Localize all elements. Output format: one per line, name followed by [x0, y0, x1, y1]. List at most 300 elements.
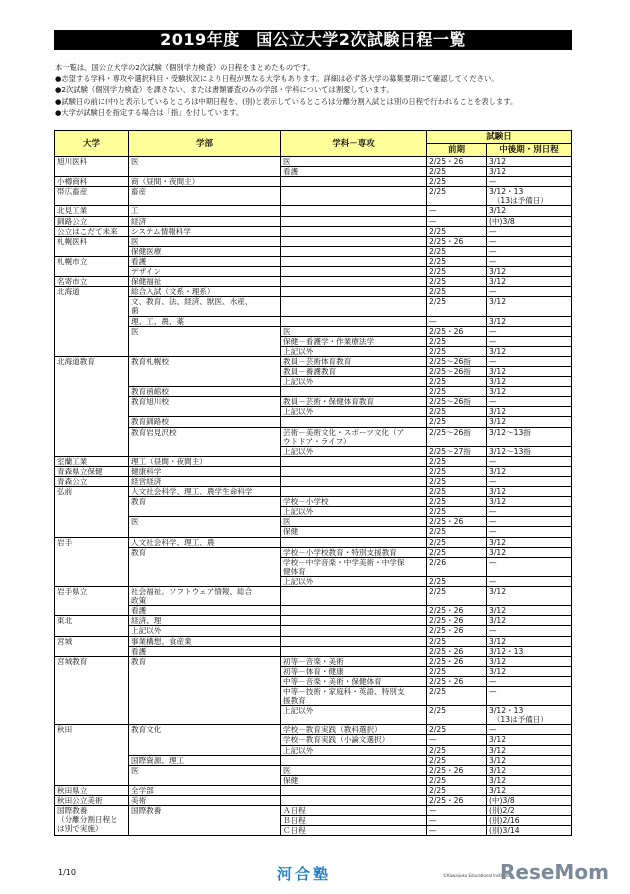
note-line: ●大学が試験日を指定する場合は「指」を付しています。	[55, 107, 244, 117]
zenki-date-cell: —	[427, 816, 487, 826]
kouki-date-cell: 3/12	[487, 587, 572, 606]
faculty-cell: 教育	[129, 547, 281, 586]
zenki-date-cell: 2/25	[427, 527, 487, 537]
zenki-date-cell: 2/25	[427, 187, 487, 206]
department-cell	[281, 456, 427, 466]
kouki-date-cell: 3/12～13指	[487, 427, 572, 446]
department-cell: 上記以外	[281, 507, 427, 517]
faculty-cell: 理、工、農、薬	[129, 316, 281, 326]
zenki-date-cell: 2/25	[427, 256, 487, 266]
zenki-date-cell: 2/25～26指	[427, 356, 487, 366]
note-line: 本一覧は、国公立大学の2次試験（個別学力検査）の日程をまとめたものです。	[55, 63, 315, 72]
department-cell: 上記以外	[281, 407, 427, 417]
header-zenki: 前期	[427, 144, 487, 157]
kouki-date-cell: —	[487, 336, 572, 346]
kouki-date-cell: 3/12	[487, 277, 572, 287]
faculty-cell: 看護	[129, 256, 281, 266]
table-row	[55, 477, 572, 487]
zenki-date-cell: 2/25	[427, 587, 487, 606]
header-kouki: 中後期・別日程	[487, 144, 572, 157]
kouki-date-cell: 3/12	[487, 366, 572, 376]
department-cell: 看護	[281, 167, 427, 177]
kouki-date-cell: 3/12	[487, 735, 572, 745]
zenki-date-cell: 2/25	[427, 576, 487, 586]
department-cell: 保健	[281, 775, 427, 785]
zenki-date-cell: 2/25	[427, 226, 487, 236]
kouki-date-cell: 3/12	[487, 547, 572, 557]
kouki-date-cell: —	[487, 725, 572, 735]
faculty-cell: 医	[129, 765, 281, 785]
note-line: ●試験日の前に(中)と表示しているところは中期日程を、(別)と表示しているところは分離分割入試とは別の日程で行われることを表します。	[55, 96, 518, 106]
faculty-cell: 経済、理	[129, 616, 281, 626]
department-cell	[281, 636, 427, 646]
university-cell: 弘前	[55, 487, 129, 537]
department-cell: Ｂ日程	[281, 816, 427, 826]
kouki-date-cell: —	[487, 397, 572, 407]
table-row	[55, 326, 572, 336]
zenki-date-cell: 2/25	[427, 547, 487, 557]
zenki-date-cell: 2/25～26指	[427, 427, 487, 446]
kouki-date-cell: 3/12	[487, 765, 572, 775]
zenki-date-cell: 2/25・26	[427, 765, 487, 775]
zenki-date-cell: 2/25	[427, 666, 487, 676]
table-row	[55, 466, 572, 476]
department-cell	[281, 587, 427, 606]
zenki-date-cell: 2/25	[427, 686, 487, 705]
zenki-date-cell: 2/25	[427, 297, 487, 316]
zenki-date-cell: 2/25	[427, 177, 487, 187]
page-title: 2019年度 国公立大学2次試験日程一覧	[54, 30, 572, 50]
faculty-cell: 教育旭川校	[129, 397, 281, 417]
zenki-date-cell: 2/25	[427, 417, 487, 427]
department-cell: 学校－小学校教育・特別支援教育	[281, 547, 427, 557]
table-row	[55, 316, 572, 326]
zenki-date-cell: 2/25	[427, 706, 487, 725]
department-cell: 上記以外	[281, 377, 427, 387]
faculty-cell: デザイン	[129, 267, 281, 277]
kouki-date-cell: —	[487, 557, 572, 576]
kouki-date-cell: (中)3/8	[487, 216, 572, 226]
university-cell: 帯広畜産	[55, 187, 129, 206]
department-cell: 中等－音楽・美術・保健体育	[281, 676, 427, 686]
faculty-cell: 社会福祉、ソフトウェア情報、総合 政策	[129, 587, 281, 606]
kouki-date-cell: 3/12	[487, 497, 572, 507]
table-row	[55, 287, 572, 297]
kouki-date-cell: 3/12	[487, 775, 572, 785]
faculty-cell: 教育岩見沢校	[129, 427, 281, 456]
table-row	[55, 517, 572, 527]
university-cell: 青森県立保健	[55, 466, 129, 476]
kouki-date-cell: —	[487, 246, 572, 256]
faculty-cell: 総合入試（文系・理系）	[129, 287, 281, 297]
kouki-date-cell: 3/12～13指	[487, 446, 572, 456]
table-row	[55, 806, 572, 816]
kouki-date-cell: —	[487, 507, 572, 517]
kouki-date-cell: 3/12	[487, 537, 572, 547]
department-cell: Ａ日程	[281, 806, 427, 816]
kawaijuku-logo: 河合塾	[277, 865, 332, 883]
kouki-date-cell: 3/12	[487, 206, 572, 216]
university-cell: 札幌市立	[55, 256, 129, 276]
department-cell	[281, 755, 427, 765]
department-cell	[281, 316, 427, 326]
kouki-date-cell: 3/12	[487, 407, 572, 417]
table-row	[55, 417, 572, 427]
zenki-date-cell: 2/25・26	[427, 626, 487, 636]
table-row	[55, 725, 572, 735]
faculty-cell: システム情報科学	[129, 226, 281, 236]
zenki-date-cell: 2/25・26	[427, 646, 487, 656]
faculty-cell: 工	[129, 206, 281, 216]
table-row	[55, 387, 572, 397]
department-cell	[281, 417, 427, 427]
kouki-date-cell: —	[487, 686, 572, 705]
university-cell: 釧路公立	[55, 216, 129, 226]
table-row	[55, 206, 572, 216]
department-cell	[281, 206, 427, 216]
kouki-date-cell: 3/12	[487, 745, 572, 755]
zenki-date-cell: 2/25～27指	[427, 446, 487, 456]
kouki-date-cell: —	[487, 576, 572, 586]
zenki-date-cell: 2/25	[427, 497, 487, 507]
zenki-date-cell: 2/25	[427, 456, 487, 466]
department-cell: 保健	[281, 527, 427, 537]
department-cell: 学校－小学校	[281, 497, 427, 507]
copyright: ©Kawaijuku Educational Institution	[443, 873, 514, 878]
faculty-cell: 全学部	[129, 785, 281, 795]
kouki-date-cell: —	[487, 256, 572, 266]
university-cell: 室蘭工業	[55, 456, 129, 466]
department-cell: 中等－技術・家庭科・英語、特別支 援教育	[281, 686, 427, 705]
table-row	[55, 256, 572, 266]
department-cell	[281, 226, 427, 236]
kouki-date-cell: 3/12	[487, 157, 572, 167]
kouki-date-cell: —	[487, 676, 572, 686]
kouki-date-cell: —	[487, 356, 572, 366]
kouki-date-cell: (別)2/16	[487, 816, 572, 826]
department-cell: 医	[281, 157, 427, 167]
zenki-date-cell: 2/25	[427, 336, 487, 346]
table-row	[55, 246, 572, 256]
department-cell: 保健－看護学・作業療法学	[281, 336, 427, 346]
zenki-date-cell: 2/25	[427, 466, 487, 476]
note-line: ●2次試験（個別学力検査）を課さない、または書類審査のみの学部・学科については割愛しています。	[55, 85, 394, 95]
zenki-date-cell: 2/25	[427, 407, 487, 417]
kouki-date-cell: 3/12	[487, 346, 572, 356]
department-cell	[281, 297, 427, 316]
kouki-date-cell: —	[487, 477, 572, 487]
kouki-date-cell: —	[487, 626, 572, 636]
faculty-cell: 医	[129, 236, 281, 246]
kouki-date-cell: (別)2/2	[487, 806, 572, 816]
zenki-date-cell: 2/25	[427, 477, 487, 487]
faculty-cell: 保健医療	[129, 246, 281, 256]
department-cell: 学校－教育実践（小論文選択）	[281, 735, 427, 745]
faculty-cell: 経営経済	[129, 477, 281, 487]
kouki-date-cell: 3/12	[487, 636, 572, 646]
department-cell	[281, 277, 427, 287]
department-cell: Ｃ日程	[281, 826, 427, 836]
note-line: ●志望する学科・専攻や選択科目・受験状況により日程が異なる大学もあります。詳細は必ず各大学の募集要項にて確認してください。	[55, 74, 499, 84]
faculty-cell: 人文社会科学、理工、農学生命科学	[129, 487, 281, 497]
faculty-cell: 国際資源、理工	[129, 755, 281, 765]
table-row	[55, 236, 572, 246]
kouki-date-cell: —	[487, 177, 572, 187]
university-cell: 北見工業	[55, 206, 129, 216]
table-row	[55, 646, 572, 656]
department-cell: 初等－音楽・美術	[281, 656, 427, 666]
faculty-cell: 美術	[129, 796, 281, 806]
department-cell: 初等－体育・健康	[281, 666, 427, 676]
table-row	[55, 427, 572, 446]
kouki-date-cell: 3/12	[487, 616, 572, 626]
department-cell: 学校－中学音楽・中学美術・中学保 健体育	[281, 557, 427, 576]
zenki-date-cell: —	[427, 206, 487, 216]
department-cell	[281, 606, 427, 616]
table-row	[55, 216, 572, 226]
header-faculty: 学部	[129, 131, 281, 157]
faculty-cell: 教育札幌校	[129, 356, 281, 386]
zenki-date-cell: 2/25	[427, 277, 487, 287]
schedule-body	[55, 157, 572, 836]
zenki-date-cell: 2/25	[427, 487, 487, 497]
department-cell	[281, 187, 427, 206]
faculty-cell: 教育釧路校	[129, 417, 281, 427]
zenki-date-cell: 2/25	[427, 377, 487, 387]
zenki-date-cell: 2/25・26	[427, 676, 487, 686]
department-cell	[281, 796, 427, 806]
kouki-date-cell: 3/12	[487, 666, 572, 676]
zenki-date-cell: 2/25・26	[427, 796, 487, 806]
department-cell	[281, 785, 427, 795]
faculty-cell: 事業構想、食産業	[129, 636, 281, 646]
kouki-date-cell: —	[487, 236, 572, 246]
faculty-cell: 看護	[129, 646, 281, 656]
department-cell	[281, 246, 427, 256]
kouki-date-cell: 3/12	[487, 755, 572, 765]
zenki-date-cell: 2/25	[427, 346, 487, 356]
kouki-date-cell: 3/12	[487, 487, 572, 497]
kouki-date-cell: —	[487, 517, 572, 527]
zenki-date-cell: 2/25・26	[427, 616, 487, 626]
zenki-date-cell: 2/25	[427, 167, 487, 177]
department-cell	[281, 626, 427, 636]
kouki-date-cell: 3/12	[487, 167, 572, 177]
university-cell: 東北	[55, 616, 129, 636]
table-row	[55, 187, 572, 206]
faculty-cell: 医	[129, 517, 281, 537]
department-cell: 芸術－美術文化・スポーツ文化（ア ウトドア・ライフ）	[281, 427, 427, 446]
department-cell: 教員－養護教育	[281, 366, 427, 376]
kouki-date-cell: 3/12	[487, 387, 572, 397]
department-cell: 上記以外	[281, 745, 427, 755]
resemom-logo: ReseMom	[500, 860, 609, 884]
zenki-date-cell: 2/25	[427, 745, 487, 755]
kouki-date-cell: —	[487, 226, 572, 236]
faculty-cell: 商（昼間・夜間主）	[129, 177, 281, 187]
department-cell	[281, 616, 427, 626]
department-cell	[281, 236, 427, 246]
zenki-date-cell: —	[427, 735, 487, 745]
university-cell: 秋田	[55, 725, 129, 786]
table-row	[55, 796, 572, 806]
table-row	[55, 616, 572, 626]
table-row	[55, 226, 572, 236]
kouki-date-cell: 3/12	[487, 606, 572, 616]
kouki-date-cell: —	[487, 326, 572, 336]
faculty-cell: 教育	[129, 656, 281, 725]
faculty-cell: 教育函館校	[129, 387, 281, 397]
zenki-date-cell: 2/25	[427, 537, 487, 547]
kouki-date-cell: (別)3/14	[487, 826, 572, 836]
table-row	[55, 157, 572, 167]
kouki-date-cell: 3/12・13	[487, 646, 572, 656]
faculty-cell: 理工（昼間・夜間主）	[129, 456, 281, 466]
table-row	[55, 487, 572, 497]
kouki-date-cell: 3/12	[487, 377, 572, 387]
header-department: 学科－専攻	[281, 131, 427, 157]
department-cell: 学校－教育実践（教科選択）	[281, 725, 427, 735]
faculty-cell: 文、教育、法、経済、獣医、水産、 歯	[129, 297, 281, 316]
university-cell: 名寄市立	[55, 277, 129, 287]
department-cell: 上記以外	[281, 346, 427, 356]
university-cell: 北海道	[55, 287, 129, 357]
table-row	[55, 587, 572, 606]
table-row	[55, 497, 572, 507]
university-cell: 公立はこだて未来	[55, 226, 129, 236]
university-cell: 宮城	[55, 636, 129, 656]
page-number: 1/10	[58, 868, 76, 877]
department-cell: 医	[281, 517, 427, 527]
zenki-date-cell: 2/25	[427, 775, 487, 785]
table-row	[55, 626, 572, 636]
faculty-cell: 経済	[129, 216, 281, 226]
kouki-date-cell: —	[487, 287, 572, 297]
department-cell	[281, 646, 427, 656]
department-cell: 教員－芸術・保健体育教育	[281, 397, 427, 407]
zenki-date-cell: 2/25	[427, 755, 487, 765]
table-row	[55, 267, 572, 277]
department-cell: 医	[281, 326, 427, 336]
kouki-date-cell: 3/12	[487, 466, 572, 476]
header-university: 大学	[55, 131, 129, 157]
table-row	[55, 356, 572, 366]
department-cell	[281, 287, 427, 297]
faculty-cell: 保健福祉	[129, 277, 281, 287]
faculty-cell: 人文社会科学、理工、農	[129, 537, 281, 547]
faculty-cell: 国際教養	[129, 806, 281, 836]
faculty-cell: 医	[129, 326, 281, 356]
table-row	[55, 537, 572, 547]
zenki-date-cell: 2/25・26	[427, 326, 487, 336]
faculty-cell: 看護	[129, 606, 281, 616]
kouki-date-cell: 3/12・13 （13は予備日）	[487, 187, 572, 206]
university-cell: 旭川医科	[55, 157, 129, 177]
table-row	[55, 277, 572, 287]
kouki-date-cell: 3/12	[487, 656, 572, 666]
faculty-cell: 教育	[129, 497, 281, 517]
table-row	[55, 765, 572, 775]
kouki-date-cell: 3/12・13 （13は予備日）	[487, 706, 572, 725]
department-cell	[281, 256, 427, 266]
department-cell	[281, 466, 427, 476]
zenki-date-cell: 2/25・26	[427, 236, 487, 246]
department-cell: 上記以外	[281, 706, 427, 725]
zenki-date-cell: 2/25	[427, 725, 487, 735]
department-cell	[281, 216, 427, 226]
zenki-date-cell: 2/25	[427, 785, 487, 795]
zenki-date-cell: —	[427, 216, 487, 226]
header-exam-date: 試験日	[427, 131, 572, 144]
kouki-date-cell: 3/12	[487, 417, 572, 427]
department-cell: 上記以外	[281, 446, 427, 456]
university-cell: 宮城教育	[55, 656, 129, 725]
zenki-date-cell: —	[427, 826, 487, 836]
zenki-date-cell: 2/25	[427, 387, 487, 397]
table-row	[55, 397, 572, 407]
zenki-date-cell: 2/25・26	[427, 656, 487, 666]
zenki-date-cell: 2/25・26	[427, 606, 487, 616]
table-row	[55, 785, 572, 795]
university-cell: 青森公立	[55, 477, 129, 487]
zenki-date-cell: 2/25	[427, 267, 487, 277]
university-cell: 札幌医科	[55, 236, 129, 256]
zenki-date-cell: 2/25・26	[427, 517, 487, 527]
zenki-date-cell: 2/25	[427, 636, 487, 646]
kouki-date-cell: 3/12	[487, 316, 572, 326]
university-cell: 小樽商科	[55, 177, 129, 187]
table-row	[55, 636, 572, 646]
department-cell	[281, 537, 427, 547]
kouki-date-cell: 3/12	[487, 785, 572, 795]
schedule-table	[54, 130, 572, 836]
university-cell: 秋田公立美術	[55, 796, 129, 806]
kouki-date-cell: —	[487, 527, 572, 537]
notes	[55, 62, 575, 118]
zenki-date-cell: 2/25～26指	[427, 397, 487, 407]
table-row	[55, 606, 572, 616]
table-row	[55, 547, 572, 557]
zenki-date-cell: —	[427, 316, 487, 326]
faculty-cell: 上記以外	[129, 626, 281, 636]
zenki-date-cell: 2/25	[427, 287, 487, 297]
zenki-date-cell: 2/26	[427, 557, 487, 576]
zenki-date-cell: 2/25	[427, 246, 487, 256]
table-row	[55, 297, 572, 316]
department-cell	[281, 477, 427, 487]
zenki-date-cell: 2/25・26	[427, 157, 487, 167]
department-cell	[281, 387, 427, 397]
department-cell: 上記以外	[281, 576, 427, 586]
faculty-cell: 医	[129, 157, 281, 177]
department-cell	[281, 177, 427, 187]
zenki-date-cell: 2/25	[427, 507, 487, 517]
department-cell	[281, 487, 427, 497]
department-cell: 教員－芸術体育教育	[281, 356, 427, 366]
university-cell: 北海道教育	[55, 356, 129, 456]
table-row	[55, 656, 572, 666]
faculty-cell: 健康科学	[129, 466, 281, 476]
zenki-date-cell: —	[427, 806, 487, 816]
table-row	[55, 755, 572, 765]
kouki-date-cell: 3/12	[487, 297, 572, 316]
department-cell	[281, 267, 427, 277]
faculty-cell: 畜産	[129, 187, 281, 206]
table-row	[55, 177, 572, 187]
university-cell: 秋田県立	[55, 785, 129, 795]
university-cell: 岩手県立	[55, 587, 129, 616]
kouki-date-cell: —	[487, 456, 572, 466]
